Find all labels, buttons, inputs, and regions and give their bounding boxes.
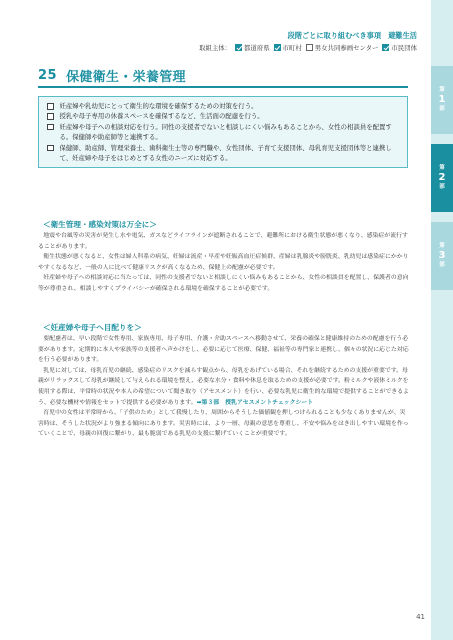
tab-prefix: 第 [439,243,445,249]
section-heading-hygiene: ＜衛生管理・感染対策は万全に＞ [43,220,157,229]
entity-label-prefecture: 都道府県 [244,44,270,52]
paragraph: 妊産婦や母子への相談対応に当たっては、同性の支援者でないと相談しにくい悩みもあることから、女性の相談員を配置し、保護者の意向等が尊重され、相談しやすくプライバシーが確保される環境を確保することが必要です。 [38,275,409,292]
entity-label-municipality: 市町村 [282,44,302,52]
cross-reference-link[interactable]: ➡第３部 授乳アセスメントチェックシート [196,399,314,406]
paragraph: 地震や台風等の災害が発生し水や電気、ガスなどライフラインが遮断されることで、避難所における衛生状態が悪くなり、感染症が流行することがあります。 [38,233,408,250]
page-number: 41 [416,613,425,621]
paragraph [38,366,410,408]
checkbox-icon [47,145,54,152]
checkbox-icon [47,103,54,110]
entity-label-citizen-group: 市民団体 [391,44,417,52]
paragraph-text: 乳児に対しては、母乳育児の継続、感染症のリスクを減らす観点から、母乳をあげている場合、それを継続するための支援が重要です。母親がリラックスして母乳が継続して与えられる環境を整え、必要な水分・食料や休息を取るための支援が必要です。粉ミルクや液体ミルクを使用する際は、平常時の状況や本人の希望について聞き取り（アセスメント）を行い、必要な乳児に衛生的な環境で提供することができるよう、必要な機材や情報をセットで提供する必要があります。 [38,367,409,406]
page-title [38,64,408,88]
section-heading-mothers: ＜妊産婦や母子へ目配りを＞ [43,323,142,332]
side-tab-part-3[interactable] [431,222,453,290]
tab-prefix: 第 [439,165,445,171]
paragraph: 衛生状態が悪くなると、女性は婦人科系の病気、妊婦は流産・早産や妊娠高血圧症候群、産婦は乳腺炎や膀胱炎、乳幼児は感染症にかかりやすくなるなど、一般の人に比べて健康リスクが高くなるため、保健上の配慮が必要です。 [38,254,409,271]
side-tab-part-1[interactable] [431,66,453,134]
tab-number: 1 [438,94,446,105]
tab-prefix: 第 [439,87,445,93]
entity-label-gender-center: 男女共同参画センター [314,44,379,52]
checklist-item [47,111,399,121]
checklist-text: 妊産婦や乳幼児にとって衛生的な環境を確保するための対策を行う。 [59,102,258,110]
checkbox-gender-center-icon [306,44,313,51]
checkbox-municipality-icon [274,44,281,51]
side-tab-part-2[interactable] [431,144,453,212]
tab-number: 3 [438,250,446,261]
paragraph: 育児中の女性は平常時から、「子供のため」として我慢したり、周囲からそうした価値観を押しつけられることも少なくありませんが、災害時は、そうした状況がより強まる傾向にあります。災害時には、より一層、母親の意思を尊重し、不安や悩みをはき出しやすい環境を作っていくことで、母親の回復に繋がり、最も脆弱である乳児の支援に繋げていくことが重要です。 [38,410,409,438]
checklist-item [47,101,399,111]
section-body-mothers [38,334,410,440]
checklist-text: 授乳や母子専用の休養スペースを確保するなど、生活面の配慮を行う。 [59,112,264,121]
checklist-panel [38,96,408,168]
tab-suffix: 部 [439,106,445,112]
header-category: 段階ごとに取り組むべき事項 避難生活 [287,31,417,40]
title-text: 保健衛生・栄養管理 [66,69,186,85]
header-entities [199,43,417,52]
checklist-text: 保健師、助産師、管理栄養士、歯科衛生士等の専門職や、女性団体、子育て支援団体、母乳育児支援団体等と連携して、妊産婦や母子をはじめとする女性のニーズに対応する。 [59,143,392,163]
paragraph: 要配慮者は、早い段階で女性専用、家族専用、母子専用、介護・介助スペースへ移動させて、栄養の確保と健康維持のための配慮を行う必要があります。定期的に本人や家族等の支援者へ声かけをし、必要に応じて医療、保健、福祉等の専門家と連携し、個々の状況に応じた対応を行う必要があります。 [38,336,409,364]
checklist-item [47,122,399,143]
checklist-text: 妊産婦や母子への相談対応を行う。同性の支援者でないと相談しにくい悩みもあることから、女性の相談員を配置する。保健師や助産師等と連携する。 [59,122,392,142]
entities-lead-label: 取組主体： [199,44,232,52]
title-number: 25 [38,67,58,83]
checklist-item [47,143,399,164]
checkbox-icon [47,113,54,120]
section-body-hygiene [38,231,410,295]
tab-number: 2 [438,172,446,183]
checkbox-prefecture-icon [235,44,242,51]
checkbox-icon [47,124,54,131]
tab-suffix: 部 [439,262,445,268]
tab-suffix: 部 [439,184,445,190]
checkbox-citizen-group-icon [382,44,389,51]
